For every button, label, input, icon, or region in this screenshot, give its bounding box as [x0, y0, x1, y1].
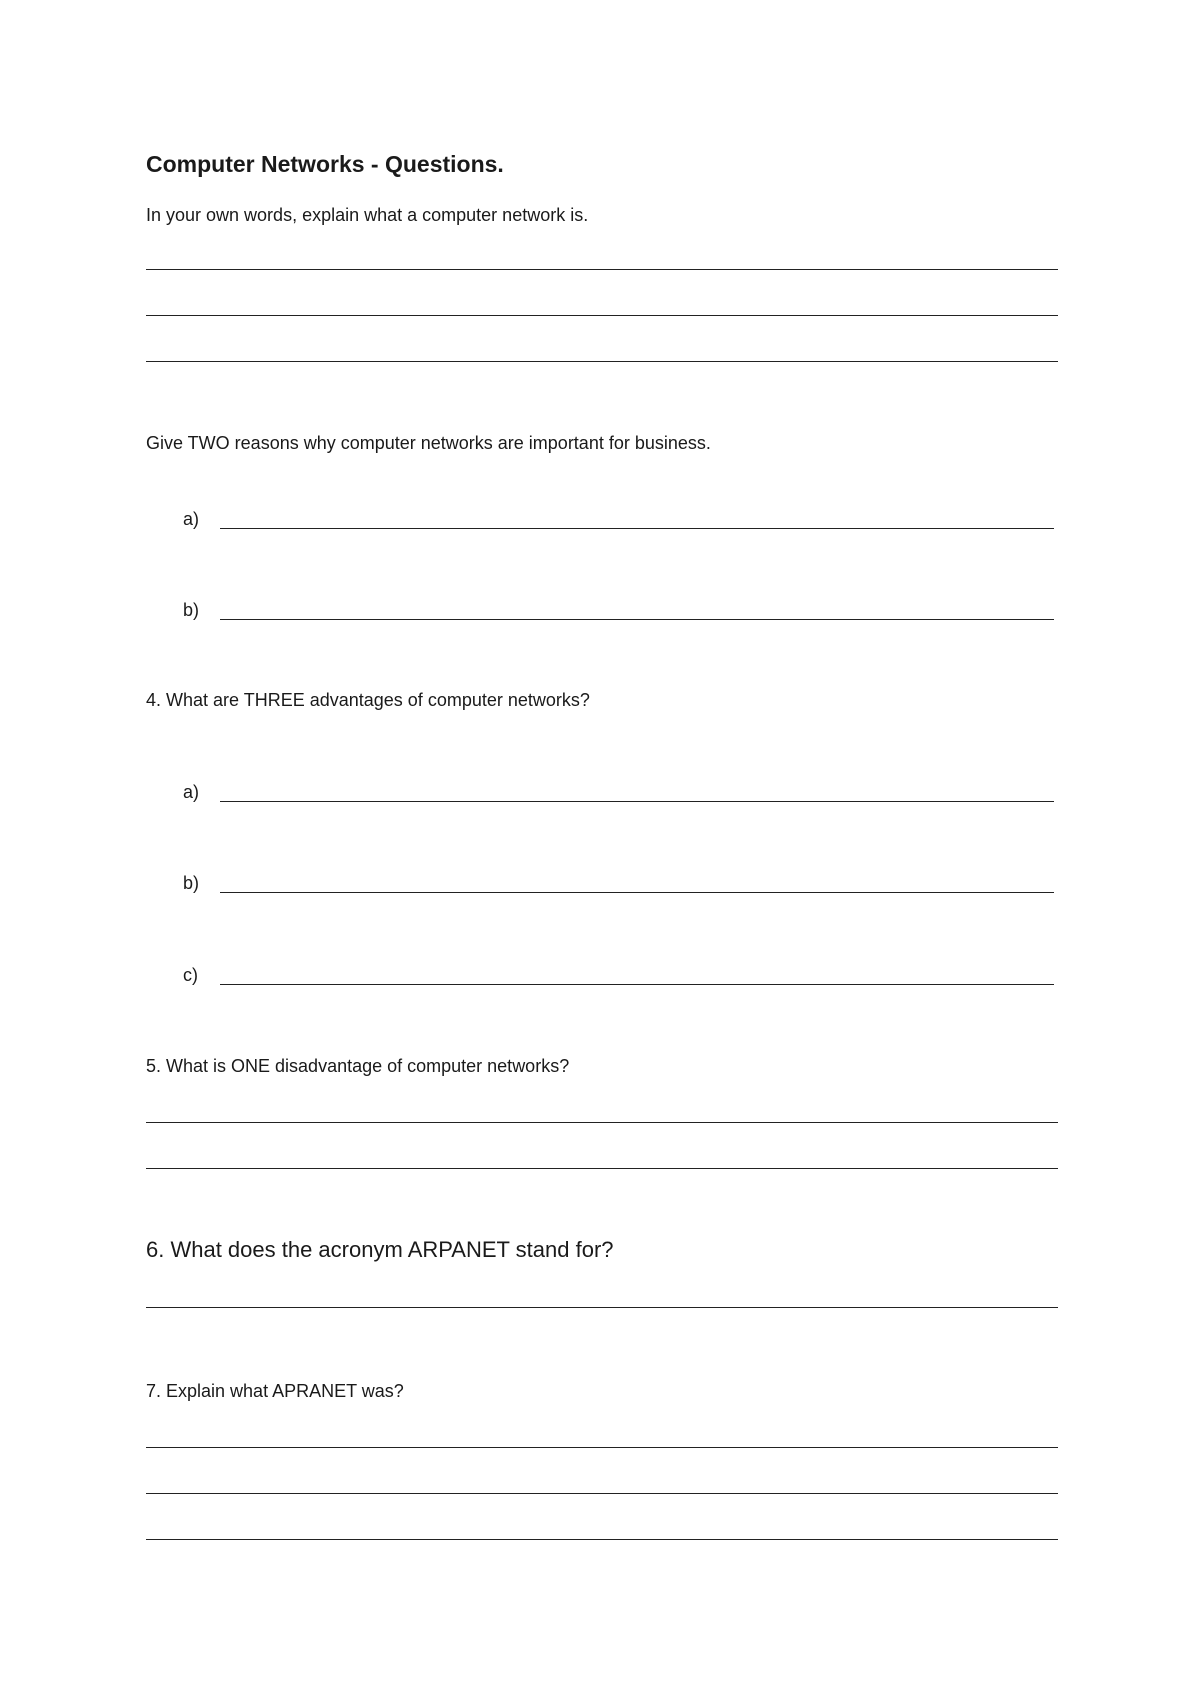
answer-line-c[interactable]: [220, 984, 1054, 985]
answer-label-b: b): [183, 600, 200, 620]
answer-line[interactable]: [146, 1447, 1058, 1448]
answer-line[interactable]: [146, 315, 1058, 316]
answer-label-b: b): [183, 873, 200, 893]
answer-line-a[interactable]: [220, 801, 1054, 802]
answer-line[interactable]: [146, 1122, 1058, 1123]
question-7-text: 7. Explain what APRANET was?: [146, 1381, 404, 1401]
answer-line[interactable]: [146, 1539, 1058, 1540]
answer-label-a: a): [183, 509, 200, 529]
answer-line-b[interactable]: [220, 619, 1054, 620]
answer-line[interactable]: [146, 1168, 1058, 1169]
answer-line-b[interactable]: [220, 892, 1054, 893]
question-2-text: Give TWO reasons why computer networks are important for business.: [146, 433, 711, 453]
question-6-text: 6. What does the acronym ARPANET stand for?: [146, 1237, 614, 1262]
answer-line[interactable]: [146, 1493, 1058, 1494]
answer-line[interactable]: [146, 1307, 1058, 1308]
answer-line[interactable]: [146, 269, 1058, 270]
answer-line[interactable]: [146, 361, 1058, 362]
question-1-text: In your own words, explain what a computer network is.: [146, 205, 589, 225]
question-5-text: 5. What is ONE disadvantage of computer networks?: [146, 1056, 570, 1076]
page-title: Computer Networks - Questions.: [146, 151, 504, 177]
answer-label-c: c): [183, 965, 198, 985]
answer-label-a: a): [183, 782, 200, 802]
answer-line-a[interactable]: [220, 528, 1054, 529]
question-4-text: 4. What are THREE advantages of computer networks?: [146, 690, 590, 710]
